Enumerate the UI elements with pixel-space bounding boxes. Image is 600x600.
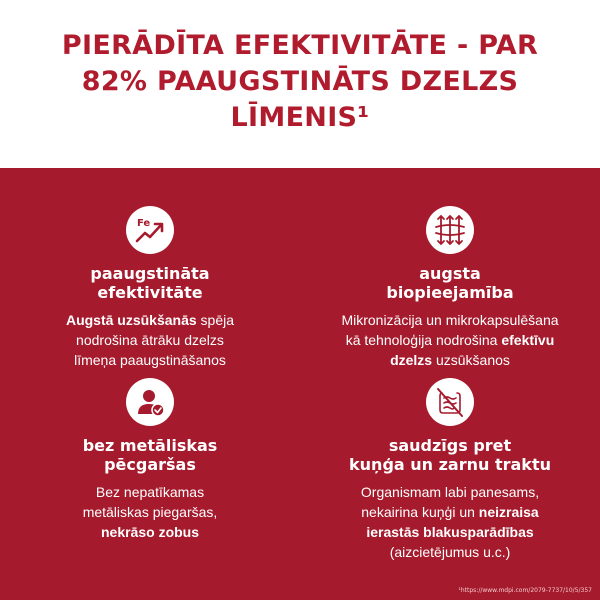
description-bold: efektīvu — [501, 332, 555, 348]
description-text: uzsūkšanos — [432, 352, 510, 368]
description-line: Bez nepatīkamas — [95, 484, 205, 500]
description-line: nodrošina ātrāku dzelzs — [76, 332, 224, 348]
feature-title-line: bez metāliskas — [82, 436, 218, 455]
feature-title-line: augsta — [419, 264, 481, 283]
feature-no-aftertaste — [0, 378, 300, 542]
title-line-1: PIERĀDĪTA EFEKTIVITĀTE - PAR — [61, 30, 539, 61]
feature-title-line: biopieejamība — [386, 283, 514, 302]
description-text: kā tehnoloģija nodrošina — [345, 332, 502, 348]
description-line: metāliskas piegaršas, — [82, 504, 218, 520]
description-text: spēja — [196, 312, 235, 328]
fe-arrow-up-icon — [126, 206, 174, 254]
feature-title-line: efektivitāte — [97, 283, 203, 302]
description-bold: Augstā uzsūkšanās — [65, 312, 197, 328]
description-line: (aizcietējumus u.c.) — [389, 544, 511, 560]
description-text: nekairina kuņģi un — [361, 504, 479, 520]
header-section — [0, 0, 600, 168]
description-line: Mikronizācija un mikrokapsulēšana — [341, 312, 559, 328]
description-bold: ierastās blakusparādības — [366, 524, 534, 540]
description-bold: neizraisa — [478, 504, 539, 520]
description-bold: dzelzs — [390, 352, 433, 368]
title-line-3: LĪMENIS¹ — [230, 102, 370, 133]
description-line — [66, 310, 234, 330]
description-line — [361, 522, 539, 542]
feature-title — [83, 436, 218, 474]
feature-description — [361, 482, 539, 562]
description-line — [341, 350, 558, 370]
feature-bioavailability — [300, 206, 600, 370]
feature-efficiency — [0, 206, 300, 370]
description-line: līmeņa paaugstināšanos — [74, 352, 226, 368]
feature-title-line: pēcgaršas — [104, 455, 196, 474]
description-line: Organismam labi panesams, — [360, 484, 540, 500]
feature-title-line: kuņģa un zarnu traktu — [349, 455, 551, 474]
source-footnote: ¹https://www.mdpi.com/2079-7737/10/5/357 — [458, 587, 592, 594]
no-intestine-icon — [426, 378, 474, 426]
microencapsulation-icon — [426, 206, 474, 254]
feature-title — [386, 264, 513, 302]
page-title — [40, 28, 560, 136]
description-line — [341, 330, 558, 350]
features-panel — [0, 168, 600, 600]
feature-title — [90, 264, 209, 302]
description-bold: nekrāso zobus — [100, 524, 200, 540]
feature-title — [349, 436, 551, 474]
feature-title-line: saudzīgs pret — [388, 436, 512, 455]
title-line-2: 82% PAAUGSTINĀTS DZELZS — [81, 66, 519, 97]
description-line — [83, 522, 218, 542]
feature-description — [83, 482, 218, 542]
feature-description — [66, 310, 234, 370]
fe-symbol: Fe — [137, 218, 151, 229]
feature-title-line: paaugstināta — [90, 264, 210, 283]
description-line — [361, 502, 539, 522]
feature-description — [341, 310, 558, 370]
person-check-icon — [126, 378, 174, 426]
feature-gentle-gut — [300, 378, 600, 562]
